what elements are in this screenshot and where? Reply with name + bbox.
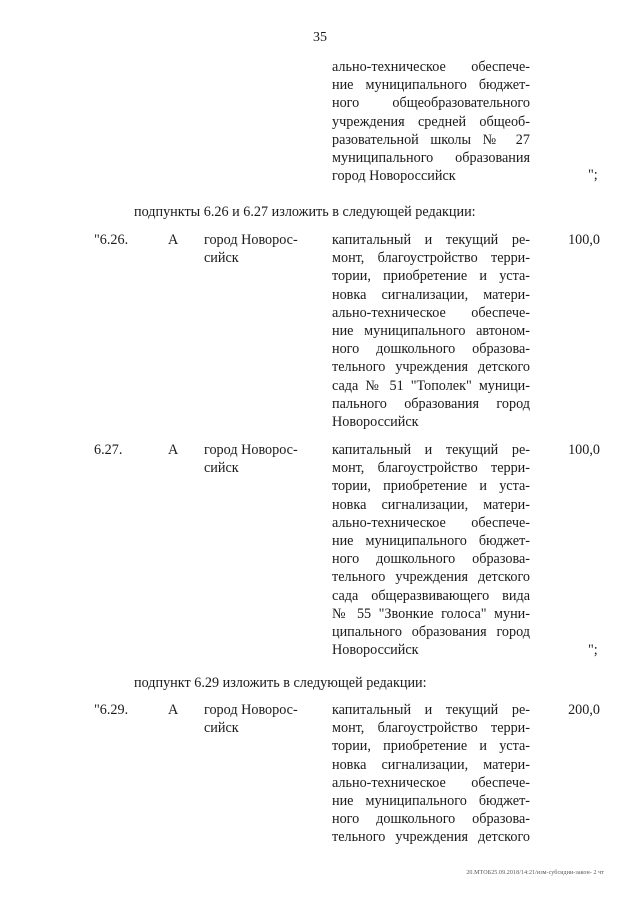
desc-line: ально-техническое обеспече- [332,304,530,321]
footer-file-reference: 20.МТОБ25.09.2018/14:21/изм-субсидии-закон- 2 чт [466,870,604,876]
top-continuation-description [332,58,530,185]
page-number: 35 [313,30,327,45]
desc-line: монт, благоустройство терри- [332,250,530,267]
entry-category: А [168,702,179,718]
instruction-paragraph: подпункты 6.26 и 6.27 изложить в следующей редакции: [134,204,476,220]
entry-number: 6.27. [94,442,123,458]
closing-quote: "; [588,642,598,658]
entry-category: А [168,232,179,248]
desc-line: ного общеобразовательного [332,95,530,112]
city-line: город Новорос- [204,232,298,248]
entry-city [204,441,314,477]
city-line: город Новорос- [204,442,298,458]
entry-description [332,701,530,847]
desc-line: тельного учреждения детского [332,569,530,586]
desc-line: ципального образования город [332,623,530,640]
desc-line: новка сигнализации, матери- [332,756,530,773]
desc-line: ально-техническое обеспече- [332,514,530,531]
city-line: город Новорос- [204,702,298,718]
desc-line: город Новороссийск [332,168,456,185]
desc-line: Новороссийск [332,642,419,659]
desc-line: ние муниципального автоном- [332,322,530,339]
desc-line: тории, приобретение и уста- [332,268,530,285]
desc-line: капитальный и текущий ре- [332,232,530,248]
entry-amount: 200,0 [568,702,600,718]
entry-category: А [168,442,179,458]
entry-description [332,231,530,431]
desc-line: учреждения средней общеоб- [332,113,530,130]
city-line: сийск [204,720,239,737]
desc-line: тельного учреждения детского [332,359,530,376]
desc-line: новка сигнализации, матери- [332,286,530,303]
desc-line: монт, благоустройство терри- [332,720,530,737]
entry-number: "6.29. [94,702,129,718]
desc-line: ние муниципального бюджет- [332,792,530,809]
desc-line: ние муниципального бюджет- [332,77,530,94]
city-line: сийск [204,460,239,477]
desc-line: ного дошкольного образова- [332,341,530,358]
desc-line: муниципального образования [332,149,530,166]
desc-line: тории, приобретение и уста- [332,738,530,755]
desc-line: № 55 "Звонкие голоса" муни- [332,605,530,622]
desc-line: Новороссийск [332,413,419,430]
entry-amount: 100,0 [568,442,600,458]
entry-description [332,441,530,659]
desc-line: пального образования город [332,395,530,412]
desc-line: ально-техническое обеспече- [332,774,530,791]
entry-city [204,701,314,737]
city-line: сийск [204,250,239,267]
desc-line: капитальный и текущий ре- [332,442,530,458]
desc-line: ние муниципального бюджет- [332,532,530,549]
entry-city [204,231,314,267]
closing-quote: "; [588,167,598,183]
desc-line: сада общеразвивающего вида [332,587,530,604]
desc-line: ного дошкольного образова- [332,551,530,568]
desc-line: капитальный и текущий ре- [332,702,530,718]
desc-line: тельного учреждения детского [332,829,530,846]
desc-line: тории, приобретение и уста- [332,478,530,495]
desc-line: ально-техническое обеспече- [332,59,530,75]
desc-line: монт, благоустройство терри- [332,460,530,477]
entry-amount: 100,0 [568,232,600,248]
instruction-paragraph: подпункт 6.29 изложить в следующей редакции: [134,675,427,691]
desc-line: новка сигнализации, матери- [332,496,530,513]
desc-line: сада № 51 "Тополек" муници- [332,377,530,394]
desc-line: ного дошкольного образова- [332,811,530,828]
entry-number: "6.26. [94,232,129,248]
desc-line: разовательной школы № 27 [332,131,530,148]
